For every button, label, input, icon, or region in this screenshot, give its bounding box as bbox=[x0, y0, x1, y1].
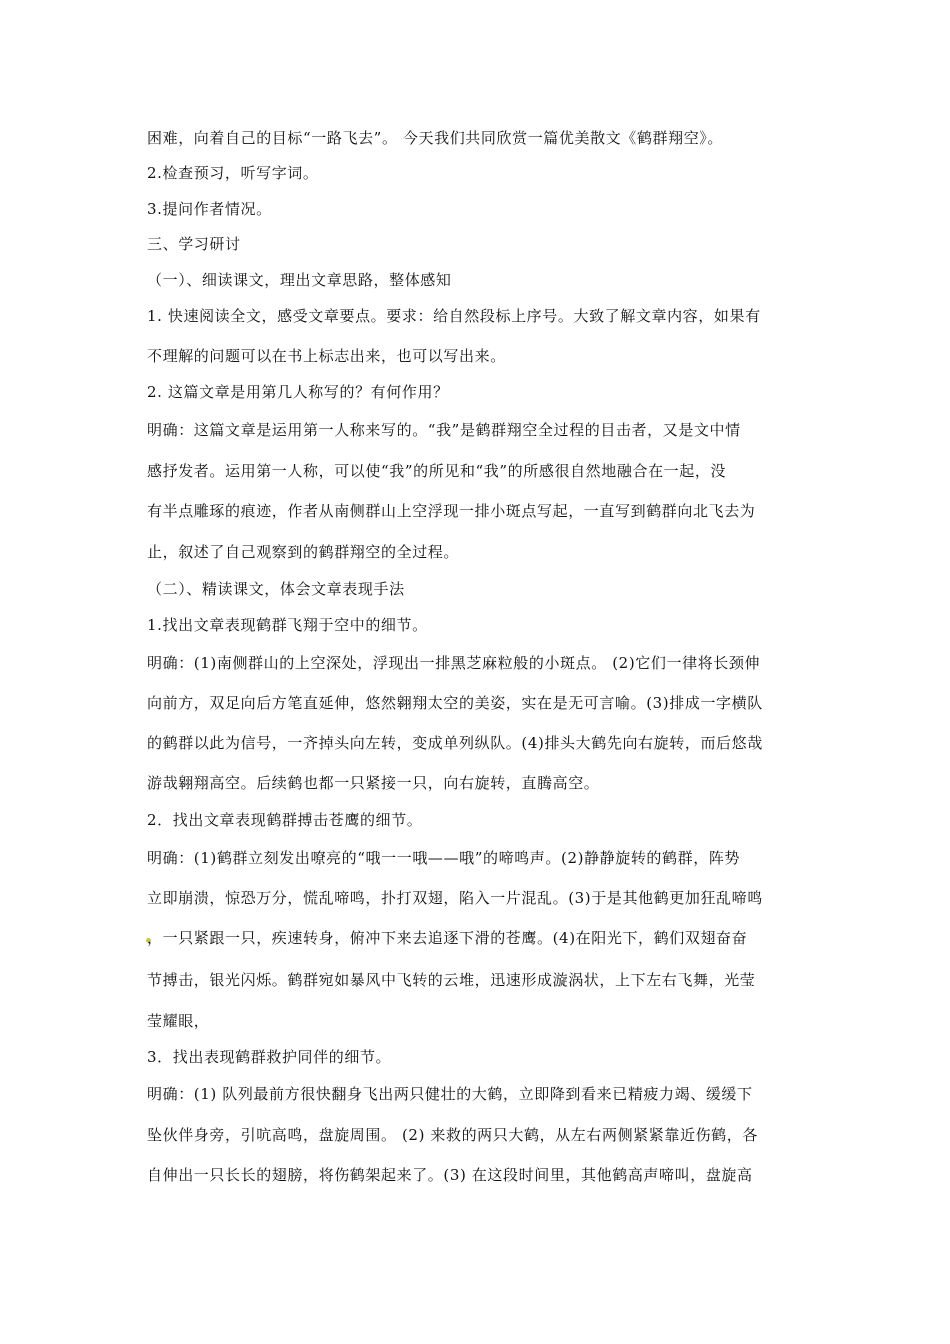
text-line-15: 明确：(1)南侧群山的上空深处，浮现出一排黑芝麻粒般的小斑点。 (2)它们一律将长颈伸 bbox=[147, 654, 761, 672]
text-line-18: 游哉翱翔高空。后续鹤也都一只紧接一只，向右旋转，直腾高空。 bbox=[147, 774, 600, 792]
text-line-9: 明确：这篇文章是运用第一人称来写的。“我”是鹤群翔空全过程的目击者，又是文中情 bbox=[147, 421, 741, 439]
text-line-22: ，一只紧跟一只，疾速转身，俯冲下来去追逐下滑的苍鹰。(4)在阳光下，鹤们双翅奋奋 bbox=[147, 929, 748, 947]
text-line-27: 坠伙伴身旁，引吭高鸣，盘旋周围。 (2) 来救的两只大鹤，从左右两侧紧紧靠近伤鹤，各 bbox=[147, 1126, 758, 1144]
text-line-16: 向前方，双足向后方笔直延伸，悠然翱翔太空的美姿，实在是无可言喻。(3)排成一字横队 bbox=[147, 694, 763, 712]
subsection-heading-2: （二）、精读课文，体会文章表现手法 bbox=[147, 580, 405, 598]
text-line-23: 节搏击，银光闪烁。鹤群宛如暴风中飞转的云堆，迅速形成漩涡状，上下左右飞舞，光莹 bbox=[147, 971, 756, 989]
text-line-14: 1.找出文章表现鹤群飞翔于空中的细节。 bbox=[147, 616, 428, 634]
text-line-11: 有半点雕琢的痕迹，作者从南侧群山上空浮现一排小斑点写起，一直写到鹤群向北飞去为 bbox=[147, 502, 756, 520]
text-line-2: 2.检查预习，听写字词。 bbox=[147, 164, 319, 182]
text-line-24: 莹耀眼， bbox=[147, 1012, 210, 1030]
text-line-10: 感抒发者。运用第一人称，可以使“我”的所见和“我”的所感很自然地融合在一起，没 bbox=[147, 462, 727, 480]
section-heading-3: 三、学习研讨 bbox=[147, 235, 241, 253]
text-line-6: 1. 快速阅读全文，感受文章要点。要求：给自然段标上序号。大致了解文章内容，如果有 bbox=[147, 307, 761, 325]
text-line-8: 2. 这篇文章是用第几人称写的？有何作用？ bbox=[147, 383, 449, 401]
text-line-3: 3.提问作者情况。 bbox=[147, 200, 272, 218]
text-line-17: 的鹤群以此为信号，一齐掉头向左转，变成单列纵队。(4)排头大鹤先向右旋转，而后悠哉 bbox=[147, 734, 763, 752]
text-line-21: 立即崩溃，惊恐万分，慌乱啼鸣，扑打双翅，陷入一片混乱。(3)于是其他鹤更加狂乱啼鸣 bbox=[147, 889, 763, 907]
text-line-25: 3．找出表现鹤群救护同伴的细节。 bbox=[147, 1048, 392, 1066]
text-line-28: 自伸出一只长长的翅膀，将伤鹤架起来了。(3) 在这段时间里，其他鹤高声啼叫，盘旋高 bbox=[147, 1166, 753, 1184]
text-line-19: 2．找出文章表现鹤群搏击苍鹰的细节。 bbox=[147, 811, 423, 829]
text-line-20: 明确：(1)鹤群立刻发出嘹亮的“哦一一哦——哦”的啼鸣声。(2)静静旋转的鹤群，阵势 bbox=[147, 849, 741, 867]
text-line-26: 明确：(1) 队列最前方很快翻身飞出两只健壮的大鹤，立即降到看来已精疲力竭、缓缓下 bbox=[147, 1085, 753, 1103]
text-line-7: 不理解的问题可以在书上标志出来，也可以写出来。 bbox=[147, 347, 506, 365]
subsection-heading-1: （一）、细读课文，理出文章思路，整体感知 bbox=[147, 271, 452, 289]
text-line-12: 止，叙述了自己观察到的鹤群翔空的全过程。 bbox=[147, 543, 460, 561]
text-line-1: 困难，向着自己的目标“一路飞去”。 今天我们共同欣赏一篇优美散文《鹤群翔空》。 bbox=[147, 129, 724, 147]
